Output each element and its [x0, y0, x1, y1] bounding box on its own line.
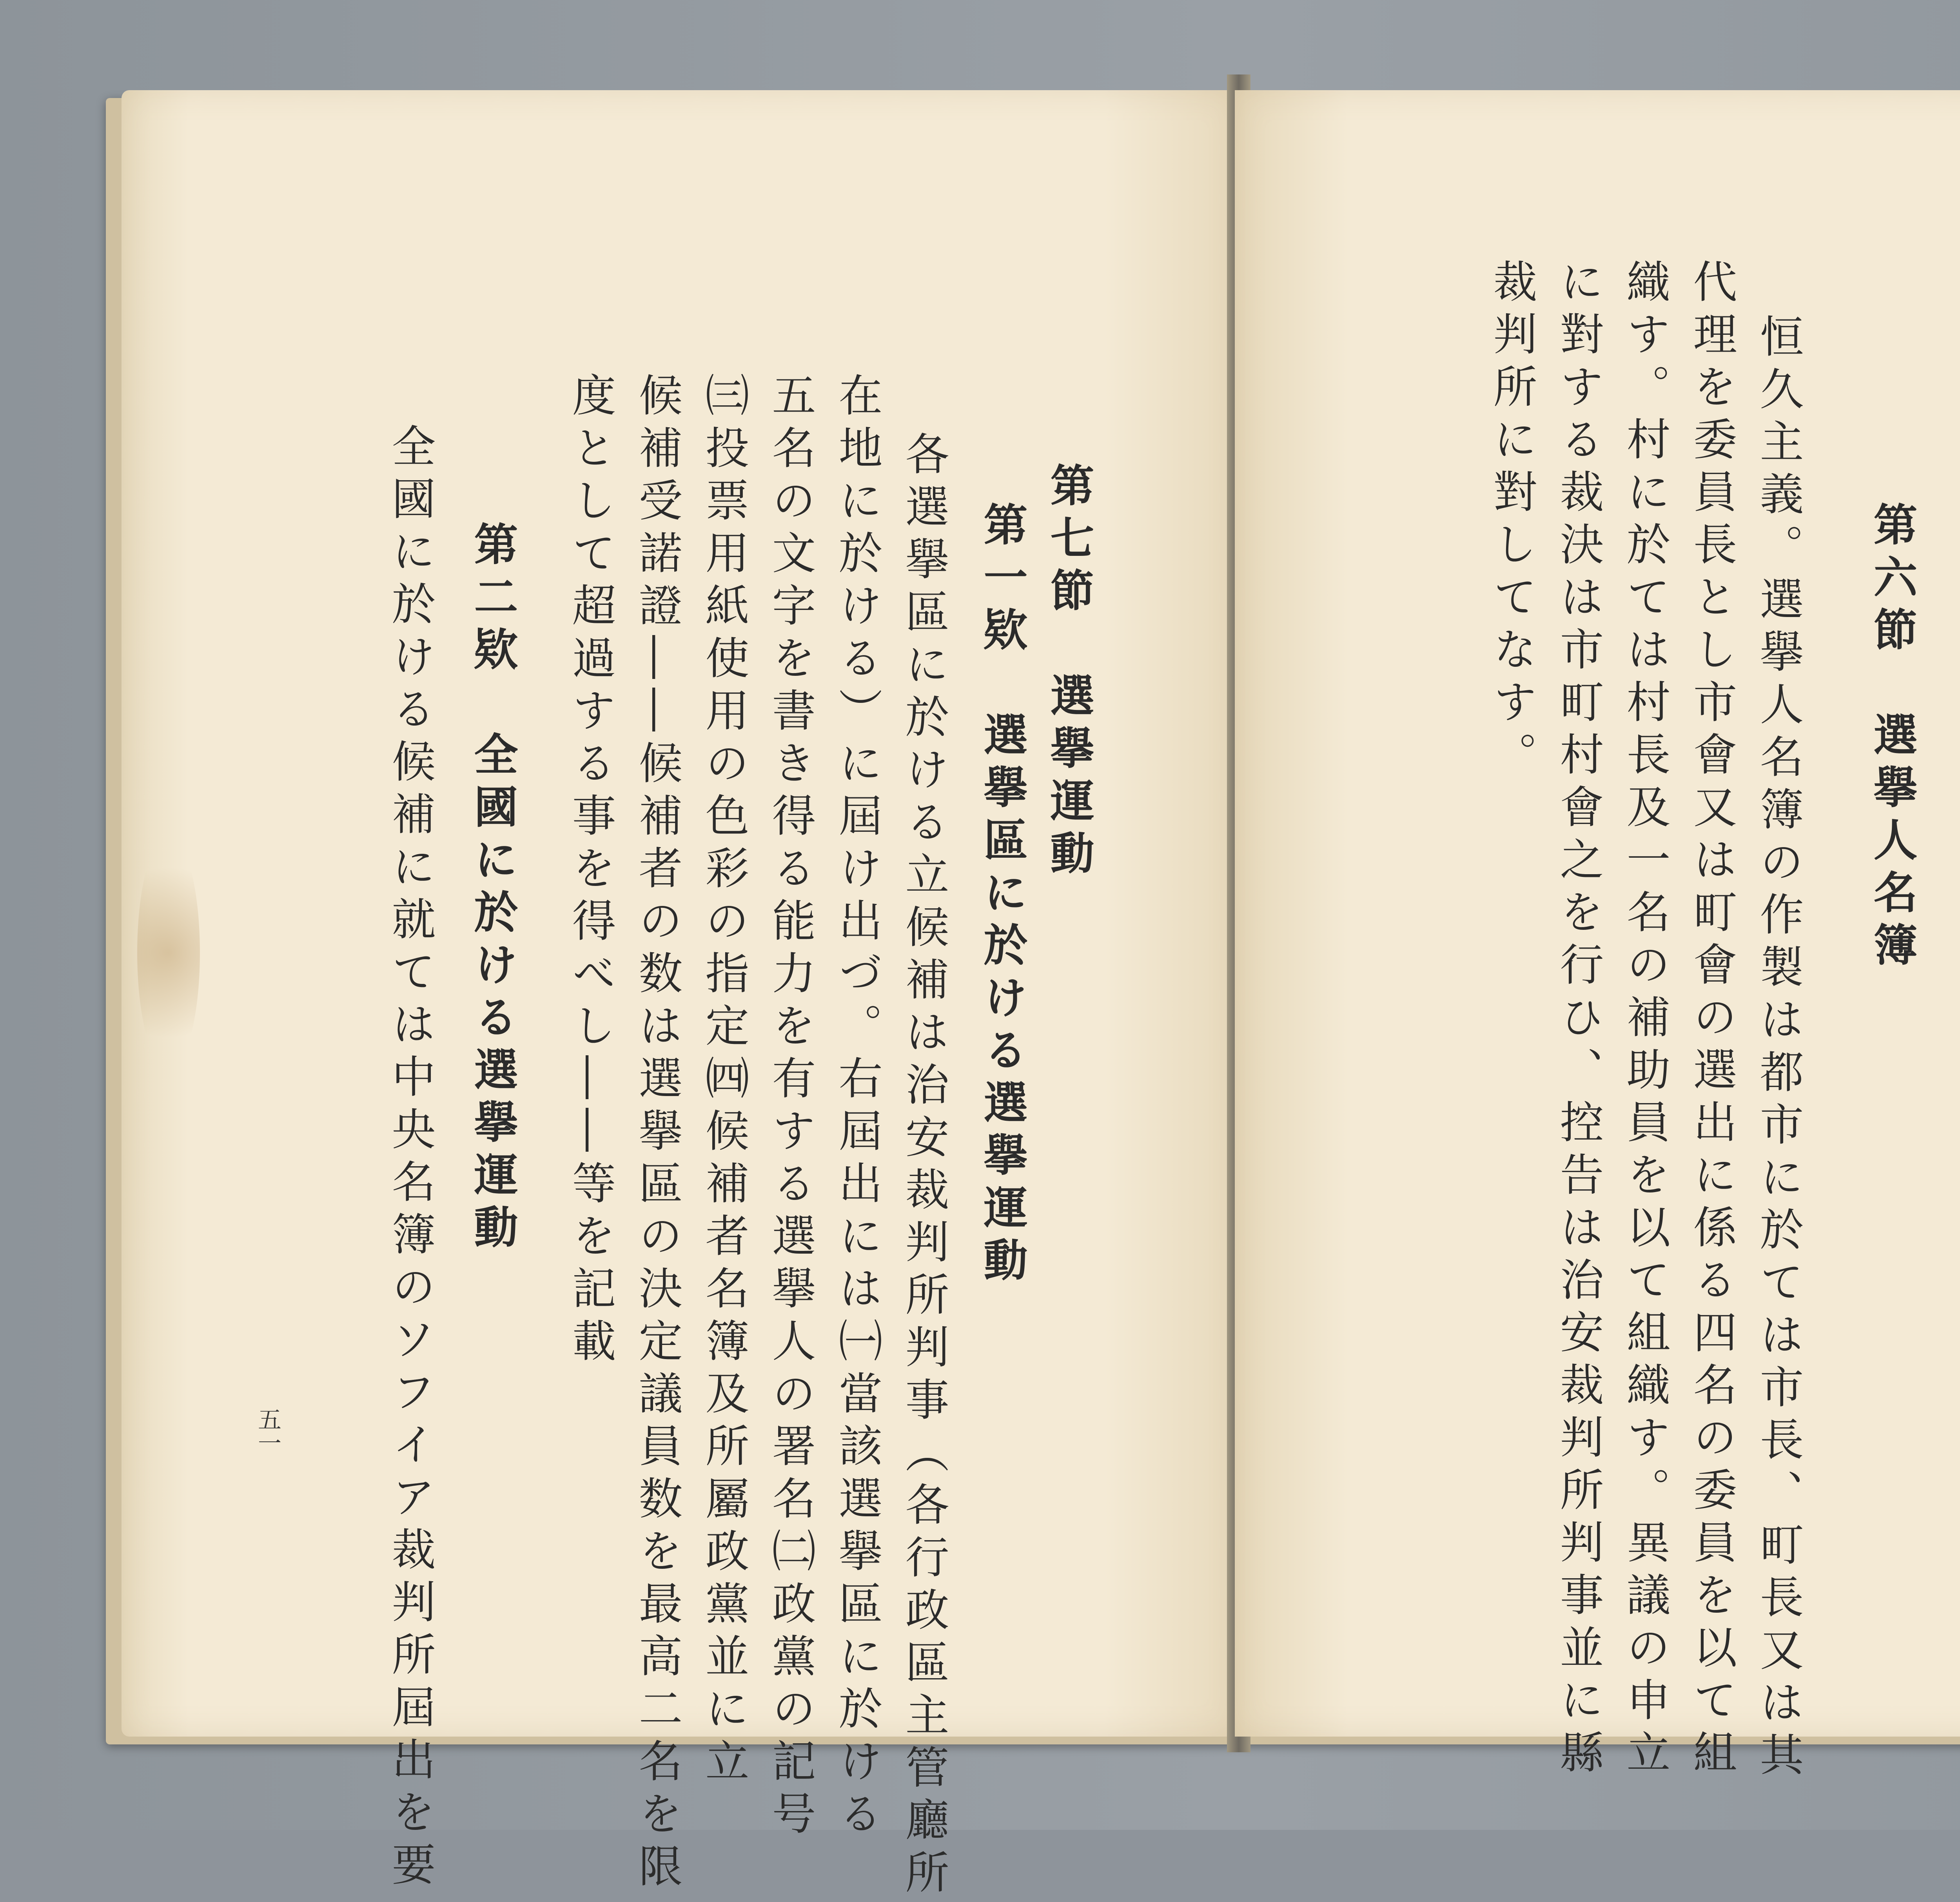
right-page [1235, 90, 1960, 1784]
left-page [122, 90, 1239, 1902]
left-col-7: 候補受諾證――候補者の数は選擧區の決定議員数を最高二名を限 [632, 372, 682, 1896]
left-col-9: 第二欵 全國に於ける選擧運動 [467, 521, 518, 1257]
right-col-10: に對する裁決は市町村會之を行ひ、控告は治安裁判所判事並に縣 [1553, 259, 1604, 1782]
right-col-9: 織す。村に於ては村長及一名の補助員を以て組織す。異議の申立 [1619, 259, 1670, 1782]
left-col-3: 各選擧區に於ける立候補は治安裁判所判事（各行政區主管廳所 [898, 431, 949, 1902]
paper-stain [137, 835, 200, 1070]
right-col-11: 裁判所に對してなす。 [1486, 259, 1537, 784]
right-col-6: 第六節 選擧人名簿 [1866, 502, 1918, 975]
right-col-7: 恒久主義。選擧人名簿の作製は都市に於ては市長、町長又は其 [1753, 314, 1804, 1784]
open-book [106, 90, 1960, 1902]
left-col-10: 全國に於ける候補に就ては中央名簿のソフイア裁判所屆出を要 [385, 423, 436, 1894]
left-page-number: 五一 [254, 1407, 281, 1454]
right-col-8: 代理を委員長とし市會又は町會の選出に係る四名の委員を以て組 [1686, 259, 1737, 1782]
left-col-4: 在地に於ける）に屆け出づ。右屆出には㈠當該選擧區に於ける [831, 372, 882, 1843]
left-col-8: 度として超過する事を得べし――等を記載 [565, 372, 616, 1370]
left-col-6: ㈢投票用紙使用の色彩の指定㈣候補者名簿及所屬政黨並に立 [698, 372, 749, 1791]
left-col-5: 五名の文字を書き得る能力を有する選擧人の署名㈡政黨の記号 [765, 372, 816, 1843]
left-col-2: 第一欵 選擧區に於ける選擧運動 [976, 502, 1028, 1290]
left-col-1: 第七節 選擧運動 [1043, 463, 1094, 883]
